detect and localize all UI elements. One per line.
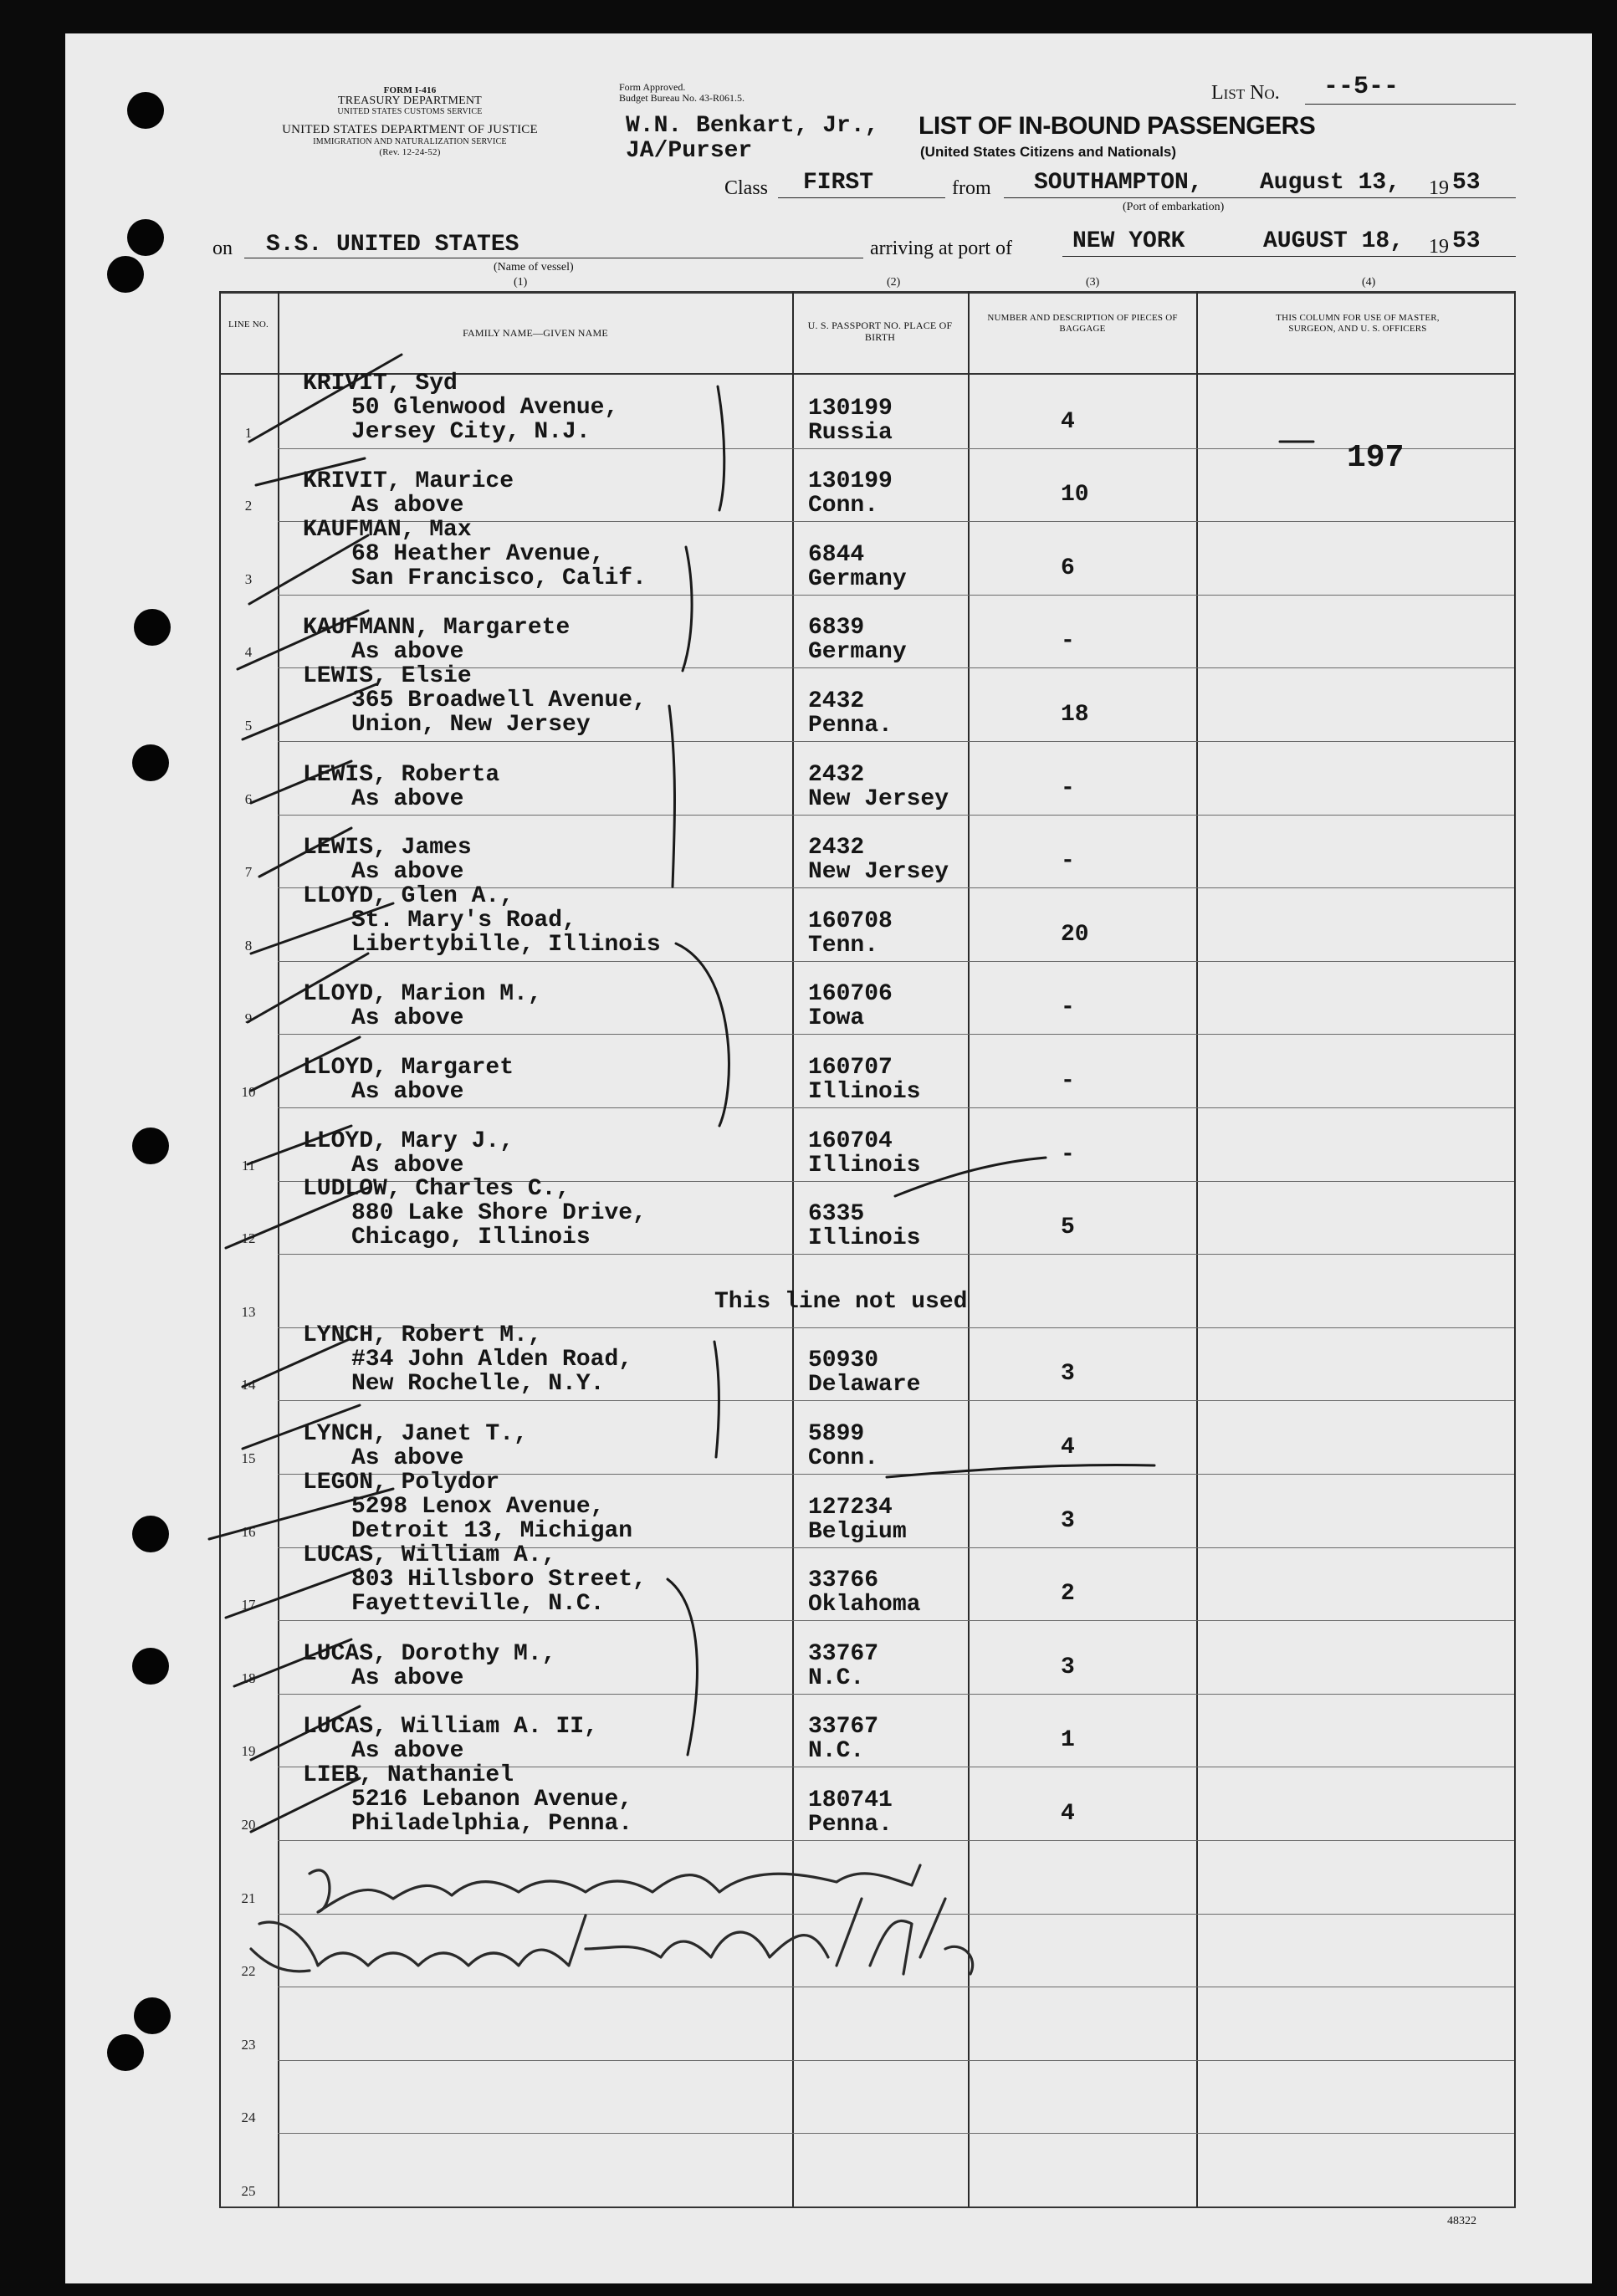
baggage-count: 2 bbox=[1061, 1581, 1075, 1608]
arrival-year: 53 bbox=[1452, 228, 1481, 254]
list-no-label: List No. bbox=[1211, 82, 1280, 104]
col-header-officers: THIS COLUMN FOR USE OF MASTER, SURGEON, AND U. S. OFFICERS bbox=[1276, 313, 1440, 334]
check-mark bbox=[259, 828, 351, 877]
passenger-address: 365 Broadwell Avenue, bbox=[351, 688, 647, 713]
embark-caption: (Port of embarkation) bbox=[1123, 201, 1225, 213]
check-mark bbox=[249, 355, 402, 442]
bracket-mark bbox=[669, 706, 675, 887]
embark-year-prefix: 19 bbox=[1429, 177, 1449, 199]
passenger-name: LLOYD, Mary J., bbox=[303, 1128, 514, 1154]
line-number: 21 bbox=[241, 1889, 256, 1906]
passenger-address: As above bbox=[351, 639, 464, 666]
check-mark bbox=[238, 611, 368, 669]
officer-name: W.N. Benkart, Jr., bbox=[626, 113, 879, 139]
list-no-value: --5-- bbox=[1323, 73, 1400, 101]
passenger-name: KRIVIT, Syd bbox=[303, 370, 458, 396]
place-of-birth: New Jersey bbox=[808, 785, 949, 812]
line-number: 10 bbox=[241, 1084, 256, 1100]
baggage-count: - bbox=[1061, 628, 1075, 655]
baggage-count: 4 bbox=[1061, 1434, 1075, 1460]
bracket-mark bbox=[718, 386, 724, 510]
col-header-baggage: NUMBER AND DESCRIPTION OF PIECES OF BAGGAGE bbox=[987, 313, 1178, 334]
pencil-stroke bbox=[887, 1465, 1154, 1477]
list-subtitle: (United States Citizens and Nationals) bbox=[920, 144, 1177, 160]
class-value: FIRST bbox=[803, 170, 874, 196]
passport-number: 33767 bbox=[808, 1714, 879, 1741]
line-number: 13 bbox=[241, 1303, 256, 1320]
baggage-count: 4 bbox=[1061, 408, 1075, 435]
passport-number: 160706 bbox=[808, 981, 893, 1008]
bracket-mark bbox=[668, 1579, 697, 1755]
passenger-address: Philadelphia, Penna. bbox=[351, 1811, 633, 1837]
line-number: 19 bbox=[241, 1743, 256, 1760]
passport-number: 2432 bbox=[808, 761, 865, 788]
passenger-name: LIEB, Nathaniel bbox=[303, 1762, 514, 1788]
line-number: 4 bbox=[244, 644, 253, 661]
check-mark bbox=[251, 761, 351, 803]
passport-number: 2432 bbox=[808, 835, 865, 862]
check-mark bbox=[251, 903, 393, 954]
col-num-1: (1) bbox=[514, 276, 528, 289]
line-number: 14 bbox=[241, 1377, 256, 1393]
col-header-name: FAMILY NAME—GIVEN NAME bbox=[463, 327, 608, 339]
customs-service: UNITED STATES CUSTOMS SERVICE bbox=[337, 107, 483, 116]
check-mark bbox=[251, 1037, 360, 1091]
check-mark bbox=[251, 1778, 360, 1832]
line-number: 16 bbox=[241, 1523, 256, 1540]
line-number: 22 bbox=[241, 1963, 256, 1980]
revision: (Rev. 12-24-52) bbox=[379, 147, 441, 157]
check-mark bbox=[251, 1706, 360, 1760]
arrival-port: NEW YORK bbox=[1072, 228, 1185, 254]
passenger-address: Jersey City, N.J. bbox=[351, 418, 591, 445]
justice-department: UNITED STATES DEPARTMENT OF JUSTICE bbox=[282, 123, 538, 136]
place-of-birth: Delaware bbox=[808, 1372, 921, 1399]
passenger-address: As above bbox=[351, 785, 464, 812]
passport-number: 127234 bbox=[808, 1494, 893, 1521]
passenger-address: 50 Glenwood Avenue, bbox=[351, 394, 619, 421]
place-of-birth: Germany bbox=[808, 639, 907, 666]
passport-number: 160704 bbox=[808, 1128, 893, 1154]
officer-stamp-number: 197 bbox=[1347, 440, 1405, 476]
passenger-name: LUCAS, Dorothy M., bbox=[303, 1640, 556, 1667]
passport-number: 160707 bbox=[808, 1055, 893, 1081]
place-of-birth: Penna. bbox=[808, 713, 893, 739]
passport-number: 130199 bbox=[808, 395, 893, 422]
check-mark bbox=[226, 1188, 368, 1248]
passenger-address: #34 John Alden Road, bbox=[351, 1347, 633, 1373]
baggage-count: - bbox=[1061, 1141, 1075, 1168]
arrival-date: AUGUST 18, bbox=[1263, 228, 1405, 254]
check-mark bbox=[248, 1126, 351, 1164]
baggage-count: 4 bbox=[1061, 1801, 1075, 1827]
passenger-name: LEGON, Polydor bbox=[303, 1469, 500, 1496]
passenger-name: LYNCH, Janet T., bbox=[303, 1421, 528, 1447]
passenger-name: LYNCH, Robert M., bbox=[303, 1322, 542, 1349]
passenger-address: 68 Heather Avenue, bbox=[351, 540, 605, 567]
line-number: 17 bbox=[241, 1597, 256, 1613]
passenger-address: Fayetteville, N.C. bbox=[351, 1591, 605, 1618]
passport-number: 2432 bbox=[808, 688, 865, 714]
passenger-address: As above bbox=[351, 1445, 464, 1471]
place-of-birth: Iowa bbox=[808, 1005, 865, 1032]
line-number: 18 bbox=[241, 1670, 256, 1686]
col-num-4: (4) bbox=[1362, 276, 1376, 289]
passenger-address: As above bbox=[351, 859, 464, 886]
passport-number: 130199 bbox=[808, 468, 893, 495]
baggage-count: 10 bbox=[1061, 482, 1089, 509]
bracket-mark bbox=[683, 547, 692, 671]
place-of-birth: Germany bbox=[808, 565, 907, 592]
passenger-address: 5298 Lenox Avenue, bbox=[351, 1493, 605, 1520]
col-header-line-no: LINE NO. bbox=[228, 320, 269, 330]
line-number: 6 bbox=[244, 790, 253, 807]
check-mark bbox=[209, 1489, 393, 1539]
pencil-stroke bbox=[895, 1158, 1046, 1196]
place-of-birth: Belgium bbox=[808, 1518, 907, 1545]
line-number: 1 bbox=[244, 424, 253, 441]
passenger-name: LEWIS, James bbox=[303, 835, 472, 862]
signature bbox=[251, 1865, 973, 1974]
baggage-count: 6 bbox=[1061, 555, 1075, 581]
place-of-birth: Conn. bbox=[808, 493, 879, 519]
place-of-birth: N.C. bbox=[808, 1738, 865, 1765]
passenger-address: San Francisco, Calif. bbox=[351, 565, 647, 591]
passenger-address: 5216 Lebanon Avenue, bbox=[351, 1787, 633, 1813]
check-mark bbox=[226, 1569, 360, 1618]
budget-bureau: Budget Bureau No. 43-R061.5. bbox=[619, 92, 745, 104]
list-title: LIST OF IN-BOUND PASSENGERS bbox=[919, 112, 1316, 140]
passenger-name: LUCAS, William A., bbox=[303, 1542, 556, 1569]
passenger-address: 880 Lake Shore Drive, bbox=[351, 1200, 647, 1227]
place-of-birth: Illinois bbox=[808, 1225, 921, 1252]
form-number: FORM I-416 bbox=[383, 85, 437, 95]
line-number: 8 bbox=[244, 937, 253, 954]
passenger-address: As above bbox=[351, 1152, 464, 1179]
form-approved: Form Approved. bbox=[619, 81, 686, 93]
baggage-count: 18 bbox=[1061, 702, 1089, 728]
line-number: 12 bbox=[241, 1230, 256, 1247]
baggage-count: 3 bbox=[1061, 1361, 1075, 1388]
baggage-count: - bbox=[1061, 995, 1075, 1021]
check-mark bbox=[249, 535, 368, 604]
col-num-3: (3) bbox=[1086, 276, 1100, 289]
passport-number: 6839 bbox=[808, 615, 865, 642]
baggage-count: 1 bbox=[1061, 1727, 1075, 1754]
place-of-birth: Tenn. bbox=[808, 932, 879, 959]
from-label: from bbox=[952, 177, 991, 199]
passenger-address: Chicago, Illinois bbox=[351, 1225, 591, 1251]
passenger-address: As above bbox=[351, 1079, 464, 1105]
baggage-count: - bbox=[1061, 848, 1075, 875]
embark-year: 53 bbox=[1452, 170, 1481, 196]
passenger-name: LLOYD, Glen A., bbox=[303, 882, 514, 909]
line-number: 9 bbox=[244, 1010, 253, 1027]
line-number: 24 bbox=[241, 2109, 256, 2126]
place-of-birth: Illinois bbox=[808, 1152, 921, 1179]
passenger-address: St. Mary's Road, bbox=[351, 907, 576, 933]
passport-number: 33767 bbox=[808, 1640, 879, 1667]
check-mark bbox=[243, 1405, 360, 1449]
passport-number: 33766 bbox=[808, 1567, 879, 1594]
line-number: 3 bbox=[244, 570, 253, 587]
footer-code: 48322 bbox=[1447, 2215, 1476, 2227]
on-label: on bbox=[212, 238, 233, 259]
baggage-count: - bbox=[1061, 775, 1075, 801]
passenger-address: As above bbox=[351, 1738, 464, 1765]
passenger-address: Union, New Jersey bbox=[351, 712, 591, 738]
passport-number: 5899 bbox=[808, 1421, 865, 1447]
passenger-name: LUDLOW, Charles C., bbox=[303, 1176, 571, 1203]
vessel-caption: (Name of vessel) bbox=[494, 261, 574, 274]
line-number: 2 bbox=[244, 498, 253, 514]
passenger-name: KRIVIT, Maurice bbox=[303, 468, 514, 495]
col-header-passport: U. S. PASSPORT NO. PLACE OF BIRTH bbox=[807, 320, 953, 343]
officer-title: JA/Purser bbox=[626, 138, 753, 164]
baggage-count: 20 bbox=[1061, 921, 1089, 948]
place-of-birth: Oklahoma bbox=[808, 1592, 921, 1618]
check-mark bbox=[256, 458, 365, 485]
line-number: 11 bbox=[241, 1157, 256, 1174]
place-of-birth: N.C. bbox=[808, 1664, 865, 1691]
place-of-birth: New Jersey bbox=[808, 859, 949, 886]
passenger-address: 803 Hillsboro Street, bbox=[351, 1567, 647, 1593]
baggage-count: 3 bbox=[1061, 1507, 1075, 1534]
line-not-used-note: This line not used bbox=[714, 1289, 968, 1315]
line-number: 20 bbox=[241, 1817, 256, 1833]
line-number: 7 bbox=[244, 864, 253, 881]
passenger-address: As above bbox=[351, 1005, 464, 1032]
passenger-address: Detroit 13, Michigan bbox=[351, 1517, 633, 1544]
line-number: 15 bbox=[241, 1450, 256, 1466]
check-mark bbox=[234, 1639, 351, 1686]
baggage-count: - bbox=[1061, 1068, 1075, 1094]
place-of-birth: Russia bbox=[808, 419, 893, 446]
passenger-name: KAUFMAN, Max bbox=[303, 516, 472, 543]
passenger-address: As above bbox=[351, 1664, 464, 1691]
treasury-department: TREASURY DEPARTMENT bbox=[338, 95, 482, 107]
passenger-address: Libertybille, Illinois bbox=[351, 931, 661, 958]
passenger-name: KAUFMANN, Margarete bbox=[303, 615, 571, 642]
passenger-name: LEWIS, Roberta bbox=[303, 761, 500, 788]
passenger-address: As above bbox=[351, 493, 464, 519]
col-num-2: (2) bbox=[887, 276, 901, 289]
bracket-mark bbox=[714, 1342, 719, 1457]
place-of-birth: Penna. bbox=[808, 1812, 893, 1838]
embark-port: SOUTHAMPTON, bbox=[1034, 170, 1203, 196]
place-of-birth: Illinois bbox=[808, 1079, 921, 1105]
passenger-name: LUCAS, William A. II, bbox=[303, 1714, 598, 1741]
check-mark bbox=[243, 1338, 351, 1387]
passenger-name: LLOYD, Margaret bbox=[303, 1055, 514, 1081]
ins-service: IMMIGRATION AND NATURALIZATION SERVICE bbox=[313, 137, 507, 146]
embark-date: August 13, bbox=[1260, 170, 1401, 196]
passenger-name: LEWIS, Elsie bbox=[303, 663, 472, 689]
baggage-count: 5 bbox=[1061, 1214, 1075, 1241]
vessel-name: S.S. UNITED STATES bbox=[266, 232, 519, 258]
line-number: 25 bbox=[241, 2183, 256, 2199]
baggage-count: 3 bbox=[1061, 1654, 1075, 1680]
check-mark bbox=[248, 954, 368, 1022]
passport-number: 6335 bbox=[808, 1201, 865, 1228]
line-number: 23 bbox=[241, 2036, 256, 2053]
passport-number: 6844 bbox=[808, 541, 865, 568]
class-label: Class bbox=[724, 177, 769, 199]
line-number: 5 bbox=[244, 718, 253, 734]
passport-number: 50930 bbox=[808, 1347, 879, 1374]
arrival-year-prefix: 19 bbox=[1429, 236, 1449, 258]
check-mark bbox=[243, 684, 376, 739]
arriving-label: arriving at port of bbox=[870, 238, 1012, 259]
bracket-mark bbox=[676, 943, 729, 1126]
passport-number: 160708 bbox=[808, 908, 893, 934]
passenger-name: LLOYD, Marion M., bbox=[303, 981, 542, 1008]
passenger-address: New Rochelle, N.Y. bbox=[351, 1371, 605, 1398]
place-of-birth: Conn. bbox=[808, 1445, 879, 1471]
passport-number: 180741 bbox=[808, 1787, 893, 1813]
